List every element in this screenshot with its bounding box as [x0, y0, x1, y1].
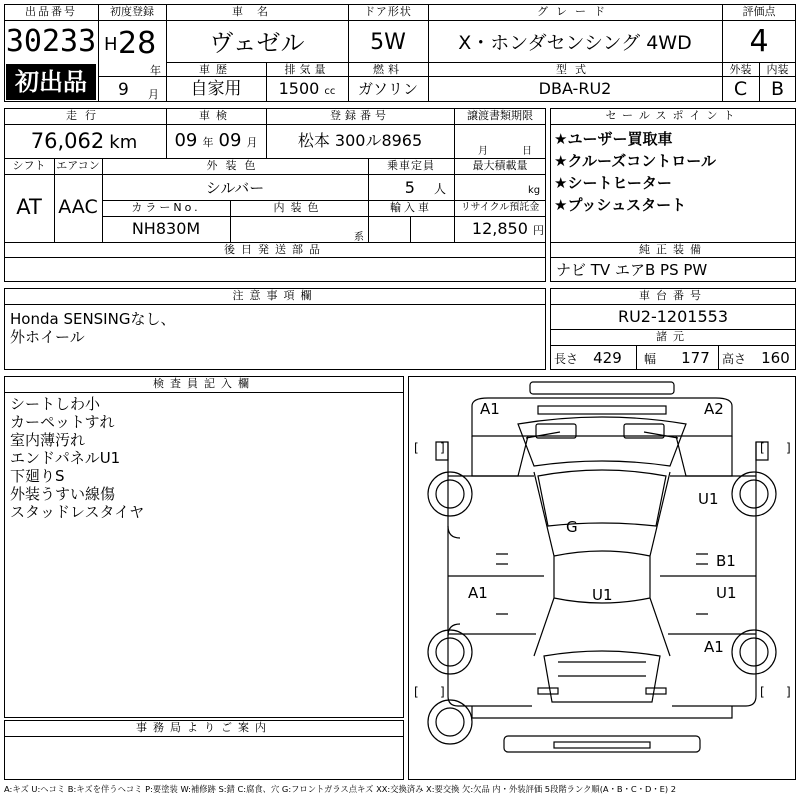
- inspector-line-3: 室内薄汚れ: [10, 431, 86, 449]
- transfer-day-unit: 日: [522, 146, 532, 157]
- caution-line-2: 外ホイール: [10, 328, 85, 346]
- spec-length: [554, 348, 622, 369]
- legend: A:キズ U:ヘコミ B:キズを伴うヘコミ P:要塗装 W:補修跡 S:錆 C:腐食、穴 G:フロントガラス点キズ XX:交換済み X:要交換 欠:欠品 内・外装評価 5段階ランク順(A・B・C・D・E) 2: [4, 784, 677, 794]
- recycle-unit: 円: [533, 224, 544, 237]
- inspector-line-2: カーペットすれ: [10, 413, 115, 431]
- reg-label: 初度登録: [110, 5, 154, 18]
- mileage: [4, 126, 164, 158]
- mileage-value: 76,062: [30, 129, 105, 153]
- sales-point-4: ★プッシュスタート: [554, 196, 687, 214]
- svg-text:]: ]: [440, 441, 445, 455]
- equipment-label: 純正装備: [639, 243, 707, 256]
- mark-u1-right-rear: U1: [716, 584, 737, 602]
- fuel: ガソリン: [357, 80, 418, 98]
- plate-number: 松本 300ル8965: [297, 131, 423, 150]
- svg-text:[: [: [414, 685, 419, 699]
- inspector-label: 検査員記入欄: [153, 377, 255, 390]
- recycle-value: 12,850: [471, 219, 528, 238]
- equipment: ナビ TV エアB PS PW: [556, 261, 708, 279]
- plate-label: 登録番号: [330, 109, 390, 122]
- inspector-line-5: 下廻りS: [10, 467, 65, 485]
- intcolor-unit: 系: [354, 232, 364, 243]
- transfer-label: 譲渡書類期限: [467, 109, 533, 122]
- chassis-number: RU2-1201553: [617, 307, 729, 326]
- grade-label: グレード: [537, 5, 613, 18]
- inspector-notes: [10, 395, 144, 521]
- mark-b1-right-mid: B1: [716, 552, 736, 570]
- car-damage-diagram: [408, 376, 796, 780]
- grade: X・ホンダセンシング 4WD: [458, 32, 692, 54]
- int-grade: B: [770, 78, 785, 100]
- mark-u1-right-front: U1: [698, 490, 719, 508]
- mileage-label: 走行: [66, 109, 104, 122]
- caution-notes: [10, 310, 175, 346]
- colorno-label: カラーNo.: [131, 201, 201, 214]
- width-label: 幅: [644, 352, 657, 366]
- mark-a1-right-bottom: A1: [704, 638, 724, 656]
- specs-label: 諸元: [656, 330, 690, 343]
- svg-text:[: [: [760, 685, 765, 699]
- inspection-month: 09: [218, 130, 242, 151]
- displacement-unit: cc: [324, 86, 336, 97]
- displacement-value: 1500: [278, 79, 320, 98]
- lot-label: 出品番号: [25, 5, 77, 18]
- sales-point-3: ★シートヒーター: [554, 174, 672, 192]
- ac-label: エアコン: [56, 159, 100, 172]
- inspection-year-unit: 年: [202, 136, 214, 149]
- capacity-unit: 人: [433, 182, 446, 196]
- model: DBA-RU2: [538, 79, 612, 98]
- door-label: ドア形状: [364, 5, 412, 18]
- recycle-fee: [454, 217, 544, 243]
- mark-a2-top-right: A2: [704, 400, 724, 418]
- capacity-label: 乗車定員: [387, 159, 435, 172]
- spec-height: [722, 348, 790, 369]
- mark-a1-top-left: A1: [480, 400, 500, 418]
- sales-point-1: ★ユーザー買取車: [554, 130, 673, 148]
- caution-label: 注意事項欄: [232, 289, 318, 302]
- fuel-label: 燃料: [373, 63, 403, 76]
- capacity: [368, 176, 452, 201]
- svg-text:]: ]: [786, 441, 791, 455]
- load-unit: kg: [528, 185, 541, 196]
- name-label: 車名: [232, 5, 282, 18]
- shift: AT: [16, 195, 42, 219]
- ext-grade: C: [733, 78, 748, 100]
- lot-number: 30233: [5, 24, 97, 59]
- door-type: 5W: [370, 30, 406, 55]
- svg-text:]: ]: [786, 685, 791, 699]
- mark-a1-left-rear: A1: [468, 584, 488, 602]
- spec-width: [644, 348, 710, 369]
- displacement-label: 排気量: [284, 63, 330, 76]
- color-label: 外装色: [206, 159, 264, 172]
- inspector-line-6: 外装うすい線傷: [10, 485, 116, 503]
- model-label: 型式: [556, 63, 594, 76]
- color-number: NH830M: [131, 219, 201, 238]
- score-label: 評価点: [742, 5, 776, 18]
- height-value: 160: [761, 349, 790, 367]
- inspection-label: 車検: [199, 109, 233, 122]
- sales-points: [554, 128, 716, 216]
- reg-year: 28: [118, 26, 157, 61]
- recycle-label: リサイクル預託金: [460, 202, 540, 213]
- inspection-month-unit: 月: [246, 136, 258, 149]
- later-parts-label: 後日発送部品: [224, 243, 326, 256]
- mileage-unit: km: [109, 132, 138, 153]
- capacity-value: 5: [404, 178, 415, 197]
- inspection-date: [166, 126, 266, 158]
- shift-label: シフト: [12, 159, 46, 172]
- exterior-color: シルバー: [205, 179, 265, 197]
- ac: AAC: [58, 196, 98, 218]
- mark-u1-center: U1: [592, 586, 613, 604]
- load-label: 最大積載量: [472, 159, 528, 172]
- reg-month: 9: [118, 80, 129, 100]
- inspector-line-1: シートしわ小: [10, 395, 101, 413]
- svg-text:]: ]: [440, 685, 445, 699]
- svg-text:[: [: [760, 441, 765, 455]
- import-label: 輸入車: [390, 201, 432, 214]
- inspector-line-4: エンドパネルU1: [10, 449, 121, 467]
- height-label: 高さ: [722, 352, 747, 366]
- reg-year-unit: 年: [150, 64, 161, 77]
- length-label: 長さ: [554, 352, 579, 366]
- intcolor-label: 内装色: [273, 201, 325, 214]
- sales-label: セールスポイント: [605, 109, 741, 122]
- first-listing-stamp: 初出品: [6, 64, 96, 100]
- chassis-label: 車台番号: [639, 289, 707, 302]
- history: 自家用: [190, 79, 242, 99]
- svg-text:[: [: [414, 441, 419, 455]
- ext-label: 外装: [729, 63, 752, 76]
- displacement: [266, 78, 348, 103]
- width-value: 177: [681, 349, 710, 367]
- inspector-line-7: スタッドレスタイヤ: [10, 503, 145, 521]
- inspection-year: 09: [174, 130, 198, 151]
- caution-line-1: Honda SENSINGなし、: [10, 310, 176, 328]
- history-label: 車歴: [199, 63, 233, 76]
- car-name: ヴェゼル: [209, 29, 305, 57]
- transfer-month-unit: 月: [478, 146, 488, 157]
- office-label: 事務局よりご案内: [136, 721, 272, 734]
- sales-point-2: ★クルーズコントロール: [554, 152, 716, 170]
- reg-era: H: [104, 34, 118, 55]
- mark-g-center: G: [566, 518, 578, 536]
- score: 4: [749, 24, 769, 59]
- int-label: 内装: [766, 63, 789, 76]
- reg-month-unit: 月: [148, 88, 159, 101]
- length-value: 429: [593, 349, 622, 367]
